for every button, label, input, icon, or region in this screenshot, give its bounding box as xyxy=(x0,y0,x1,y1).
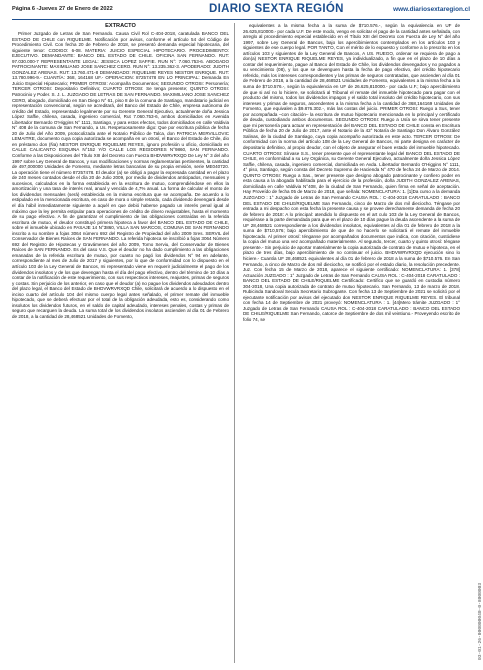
column-divider xyxy=(234,23,235,663)
page-info: Página 6 -Jueves 27 de Enero de 2022 xyxy=(12,6,113,12)
side-verification-code xyxy=(471,430,483,660)
notice-left-column xyxy=(12,23,229,663)
website-link[interactable]: www.diariosextaregion.cl xyxy=(393,6,470,13)
notice-title: EXTRACTO xyxy=(105,23,136,29)
newspaper-masthead: DIARIO SEXTA REGIÓN xyxy=(209,3,344,15)
header-rule xyxy=(12,19,470,20)
notice-left-text: Primer Juzgado de Letras de San Fernando. Causa Civil Rol C-404-2018, caratulada BANCO DEL ESTADO DE CHILE con RIQUELME. Notificación por avisos, conforme el artículo 54 del Código de Procedimiento Civil. Con fecha 20 de Febrero de 2018, se presentó demanda especial hipotecaria, del siguiente tenor: CODIGO: 6-08. MATERIA: JUICIO ESPECIAL HIPOTECARIO. PROCEDIMIENTO: EJECUTIVO. DEMANDANTE: BANCO DEL ESTADO DE CHILE. OFICINA SAN FERNANDO. RUT: 97.030.000-7 REPRESENTANTE LEGAL: JESSICA LOPEZ SAFFIE. RUN N°: 7.060.753-6. ABOGADO PATROCINANTE: MAXIMILIANO JOSE SANCHEZ CERO. RUN N°: 13.235.362-3. APODERADO: JUDITH GONZALEZ ARENAS. RUT: 13.760.471-8 DEMANDADO: RIQUELME REYES NESTOR ENRIQUE. RUT: 13.780.996-9.- CUANTÍA: 368, 164168 UF.- OPERACION: 87257478 EN LO PRINCIPAL: Demanda En Juicio Especial Hipotecario; PRIMER OTROSI: Acompaña Documentos; SEGUNDO OTROSI: Personería; TERCER OTROSI: Depositario Definitivo; CUARTO OTROSI: Se tenga presente; QUINTO OTROSI: Patrocinio y Poder. S. J. L. JUZGADO DE LETRAS DE SAN FERNANDO. MAXIMILIANO JOSE SANCHEZ CERO, abogado, domiciliado en San Diego N° 61, piso 8 de la comuna de Santiago, mandatario judicial en representación convencional, según se acreditará, del Banco del Estado de Chile, empresa autónoma de crédito del Estado, representado legalmente por su Gerente General Ejecutivo, actualmente doña Jessica López Saffie, chilena, casada, ingeniero comercial, Rut 7.060.753-6, ambos domiciliados en Avenida Libertador Bernardo O'Higgins N° 1111, Santiago, y para estos efectos, todos domiciliados en calle Valdivia N° 408 de la comuna de San Fernando, a Us. Respetuosamente digo: Que por escritura pública de fecha 20 de Julio del Año 2009, protocolizada ante el Notario Público de Talca, don PATRICIA MERVILLOVIC LEMAITRE, documento cuya copia autorizada se acompaña en un otrosí, el Banco del Estado de Chile, dio en préstamo don (Ña) NESTOR ENRIQUE RIQUELME REYES, ignoro profesión u oficio, domiciliado en CALLE CALICANTO ESQUINA N°152 Y/O CALLE LOS REGIDORES N°9860, SAN FERNANDO. Conforme a las Disposiciones del Título XIII del Decreto con Fuerza BHDVWRVRXQD De Ley N° 3 del año 1997 sobre Ley General de Bancos, y sus modificaciones y normas reglamentarias pertinentes, la cantidad de 497,000000 Unidades de Fomento, mediante letras bancarias de su propia emisión, serie ME040720. La operación tiene el número 87257478. El deudor (a) se obligó a pagar la expresada cantidad en el plazo de 240 meses contados desde el día 20 de Julio 2009, por medio de dividendos anticipados, mensuales y sucesivos, calculados en la forma establecida en la escritura de mutuo, comprendiéndose en ellos la amortización y una tasa de interés real, anual y vencida de 4,7% anual. La forma de calcular el monto de los dividendos mensuales (será) establecida en la misma escritura que se acompaña. De acuerdo a lo estipulado en la mencionada escritura, en caso de mora o simple retardo, cada dividendo devengará desde el día hábil inmediatamente siguiente a aquél en que debió haberse pagado un interés penal igual al máximo que la ley permita estipular para operaciones de crédito de dinero reajustables, hasta el momento de su pago efectivo. A fin de garantizar el cumplimiento de las obligaciones contraídas en la referida escritura de mutuo, el deudor constituyó primera hipoteca a favor del BANCO DEL ESTADO DE CHILE, sobre el inmueble ubicado en PASAJE 14 N°3860, VILLA SAN MARCOS, COMUNA DE SAN FERNANDO inscrito a su nombre a fojas 3064 número 692 del Registro de Propiedad del año 2009 Sres. SERVIL del Conservador de Bienes Raíces de SAN FERNANDO. La referida hipoteca se inscribió a fojas 3064 Número 692 del Registro de Hipotecas y Gravámenes del año 2009, Tomo Serviu, del Conservador de Bienes Raíces de SAN FERNANDO. Es del caso V.S. Que el deudor no ha dado cumplimiento a las obligaciones emanadas de la referida escritura de mutuo, por cuanto no pagó los dividendos N° 94 en adelante, correspondiente al mes de Julio de 2017 y siguientes, por lo que de conformidad con lo dispuesto en el artículo 103 de la Ley General de Bancos, mi representado viene en requerir judicialmente el pago de los dividendos insolutos y de los que devengan hasta el día del pago efectivo, dentro del término de 10 días a contar de la notificación de este requerimiento, con sus respectivos intereses, reajustes, primas de seguros y costas. Sin perjuicio de los anterior, en caso que el deudor (a) no pague los dividendos adeudados dentro del plazo legal, el Banco del Estado de BHDVWRVRXQD Chile, solicitará de acuerdo a lo dispuesto en el inciso cuarto del artículo 104 del mismo cuerpo legal antes señalado, el primer remate del inmueble hipotecado, que se deberá efectuar por el total de la obligación adeudada, esto es, considerando como insolutos los dividendos futuros, en el saldo de capital adeudado, intereses penales, costas y primas de seguro que recarguen la deuda. La suma total de los dividendos insolutos ascienden al día 01 de Febrero de 2018, a la cantidad de 28,468521 Unidades de Fomento, xyxy=(12,31,229,319)
notice-right-column xyxy=(243,23,460,663)
notice-right-text: equivalentes a la misma fecha a la suma de $710.576.-, según la equivalencia en UF de 26.625,810000.- por cada U.F. De este modo, vengo en solicitar el pago de la cantidad antes señalada, con arreglo al procedimiento especial establecido en el Título XIII del Decreto con Fuerza de Ley N° del año 1997, sobre Ley General de Bancos, bajo los apercibimientos contemplados en los artículos 103 y siguientes de ese cuerpo legal. POR TANTO, Con el mérito de lo expuesto y conforme a lo prescrito en los artículos 103 y siguientes de la Ley General de Bancos, A US. RUEGO, ordenar se requiera de pago a don(a) NESTOR ENRIQUE RIQUELME REYES, ya individualizado, a fin que en el plazo de 10 días a contar del requerimiento, pague al Banco del Estado de Chile, los dividendos devengados y no pagados a su vencimiento (08), y los que se devenguen hasta la fecha de pago efectivo, del crédito hipotecario referido, más los intereses correspondientes y las primas de seguros contratadas, que ascienden al día 01 de Febrero de 2018, a la cantidad de 28,468521 Unidades de Fomento, equivalentes a la misma fecha a la suma de $710.576.-, según la equivalencia en UF de 26.625,810000.- por cada U.F.; bajo apercibimiento de que si así no lo hiciere, se solicitará al Tribunal el remate del inmueble hipotecado para pagar con el producto del mismo, todos los dividendos impagos y el saldo total insoluto del crédito hipotecario, con sus intereses y primas de seguros, ascendentes a la misma fecha a la cantidad de 368,164169 Unidades de Fomento, que equivalen a $9.876.302.-, más las costas del juicio. PRIMER OTROSI: Ruego a Sus, tener por acompañada –con citación– la escritura de mutuo hipotecario mencionada en lo principal y certificado de deuda, custodiando ambos documentos. SEGUNDO OTROSI: Ruego a Usía se sirva tener presente que mi personería para actuar en representación del BANCO DEL ESTADO DE CHILE consta en Escritura Pública de fecha 20 de Julio de 2017, ante el Notario de la 42° Notaría de Santiago Don Álvaro González Salinas, de la ciudad de Santiago, cuya copia acompaño autorizada en este acto. TERCER OTROSI: De conformidad con la norma del artículo 108 de la Ley General de Bancos, mi parte designa en carácter de depositario definitivo, al propio deudor, con el objeto de asegurar el buen estado del inmueble hipotecado. CUARTO OTROSI: Sírvase S.S., tener presente que el representante legal del BANCO DEL ESTADO DE CHILE, en conformidad a su Ley Orgánica, su Gerente General Ejecutivo, actualmente doña Jessica López Saffie, chilena, casada, ingeniero comercial, domiciliada en Avda. Libertador Bernardo O'Higgins N° 1111, 4° piso, Santiago, según consta del Decreto Supremo de Hacienda N° 470 de fecha 24 de Marzo de 2014. QUINTO OTROSI: Ruego a Sas., tener presente que designo abogado patrocinante y confiero poder en esta causa a la abogada habilitada para el ejercicio de la profesión, doña JUDITH GONZALEZ ARENAS, domiciliada en calle Valdivia N°408, de la ciudad de San Fernando, quien firma en señal de aceptación. Hay Proveído de fecha 05 de Marzo de 2018, que señala: NOMENCLATURA: 1. [1]Da curso a la demanda JUZGADO : 1° Juzgado de Letras de San Fernando CAUSA ROL : C-404-2018 CARATULADO : BANCO DEL ESTADO DE CHILE/RIQUELME San Fernando, cinco de Marzo de dos mil dieciocho. Téngase por entrada a mi despacho con esta fecha la presente causa y se provee derechamente demanda de fecha 20 de febrero de 2018: A lo principal: atendido lo dispuesto en el art culo 103 de la Ley General de Bancos, requiérase a la parte demandada para que en el plazo de 10 días pague la deuda ascendente a la suma de UF 28,468521 correspondiente a los dividendos insolutos, equivalentes al día 01 de febrero de 2018 a la suma de $710,576; bajo apercibimiento de que de no hacerlo se solicitará el remate del inmueble hipotecado. Al primer otrosí: ténganse por acompañados documentos que indica, con citación, custódiese la copia del mutuo una vez acompañado materialmente. Al segundo, tercer, cuarto y quinto otrosí: téngase presente.- Sin perjuicio de aportar materialmente la copia autorizada de contrato de mutuo e hipoteca, en el plazo de tres días, bajo apercibimiento de no continuar el juicio. BHDVWRVRXQD ejecución sino lo hiciere.- Cuantía UF 28,468521 equivalentes al día 01 de febrero de 2018 a la suma de $710.576. En San Fernando, a cinco de Marzo de dos mil dieciocho, se notificó por el estado diario, la resolución precedente. Juz. Con fecha 15 de Marzo de 2018, aparece el siguiente certificado: NOMENCLATURA: 1. [378] Actuación JUZGADO : 1° Juzgado de Letras de San Fernando CAUSA ROL : C-404-2018 CARATULADO : BANCO DEL ESTADO DE CHILE/RIQUELME Certificado: Certifico que se guardó en custodia número 304-2018, Una copia autorizada de contrato de mutuo hipotecario. San Fernando, 13 de marzo de 2018. Rubicinda Sandoval Secula Secretario Subrogante. Con fecha 13 de Septiembre de 2021 se solicitó por el ejecutante notificación por avisos del ejecutado don NESTOR ENRIQUE RIQUELME REYES. El tribunal con fecha 14 de Septiembre de 2021 proveyó: NOMENCLATURA : 1. [44]Mero trámite JUZGADO : 1° Juzgado de Letras de San Fernando CAUSA ROL : C-404-2018 CARATULADO : BANCO DEL ESTADO DE CHILE/RIQUELME San Fernando, catorce de Septiembre de dos mil veintiuno.- Proveyendo escrito de folio 74, se xyxy=(243,23,460,322)
page-header xyxy=(12,4,470,17)
side-code-text: 03-01-26-000000040-0-8000003 xyxy=(478,582,483,660)
